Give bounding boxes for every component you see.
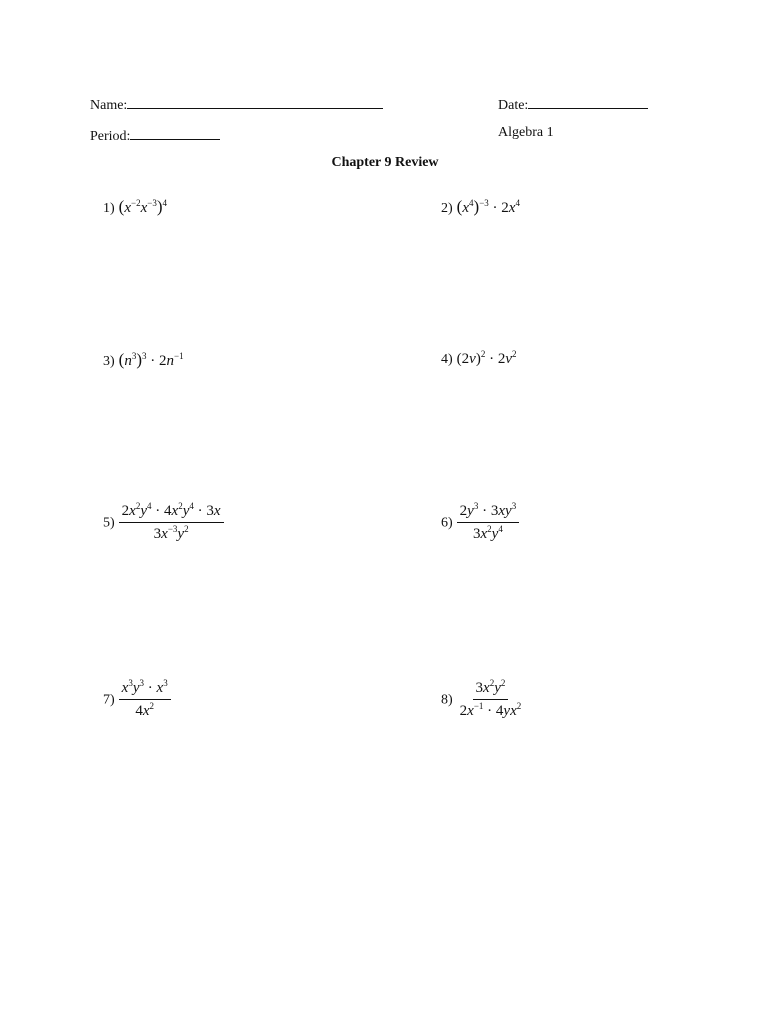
- denominator: $3x^{-3}y^2$: [153, 524, 189, 542]
- denominator: $2x^{-1} \cdot 4yx^2$: [459, 701, 522, 719]
- problem-expression: $(2v)^2 \cdot 2v^2$: [456, 349, 517, 367]
- problem-number: 8): [441, 692, 453, 708]
- problem-number: 5): [103, 515, 115, 531]
- problem-5: [103, 503, 224, 543]
- period-label: Period:: [90, 129, 131, 144]
- numerator: $3x^2y^2$: [473, 680, 509, 700]
- problem-number: 4): [441, 352, 453, 367]
- problem-number: 3): [103, 354, 115, 369]
- problem-expression: $(x^4)^{-3} \cdot 2x^4$: [456, 197, 520, 216]
- page-title: Chapter 9 Review: [331, 155, 439, 170]
- numerator: $2y^3 \cdot 3xy^3$: [457, 503, 520, 523]
- numerator: $x^3y^3 \cdot x^3$: [119, 680, 171, 700]
- numerator: $2x^2y^4 \cdot 4x^2y^4 \cdot 3x$: [119, 503, 224, 523]
- problem-4: [441, 350, 517, 368]
- problem-7: [103, 680, 171, 720]
- problem-1: [103, 197, 167, 217]
- problem-6: [441, 503, 519, 543]
- period-field: [90, 125, 220, 145]
- problem-8: [441, 680, 524, 720]
- problem-2: [441, 197, 520, 217]
- name-blank: [127, 94, 383, 109]
- problem-number: 7): [103, 692, 115, 708]
- problem-fraction: [457, 680, 525, 720]
- denominator: $4x^2$: [135, 701, 155, 719]
- problem-expression: $(x^{-2}x^{-3})^4$: [118, 197, 168, 216]
- period-blank: [130, 125, 220, 140]
- problem-3: [103, 350, 184, 370]
- date-field: [498, 94, 648, 114]
- problem-expression: $(n^3)^3 \cdot 2n^{-1}$: [118, 350, 184, 369]
- denominator: $3x^2y^4$: [473, 524, 503, 542]
- course-name: Algebra 1: [498, 125, 554, 140]
- problem-fraction: [119, 680, 171, 720]
- problem-number: 2): [441, 201, 453, 216]
- name-label: Name:: [90, 98, 128, 113]
- name-field: [90, 94, 383, 114]
- problem-number: 6): [441, 515, 453, 531]
- problem-number: 1): [103, 201, 115, 216]
- date-blank: [528, 94, 648, 109]
- problem-fraction: [119, 503, 224, 543]
- date-label: Date:: [498, 98, 529, 113]
- problem-fraction: [457, 503, 520, 543]
